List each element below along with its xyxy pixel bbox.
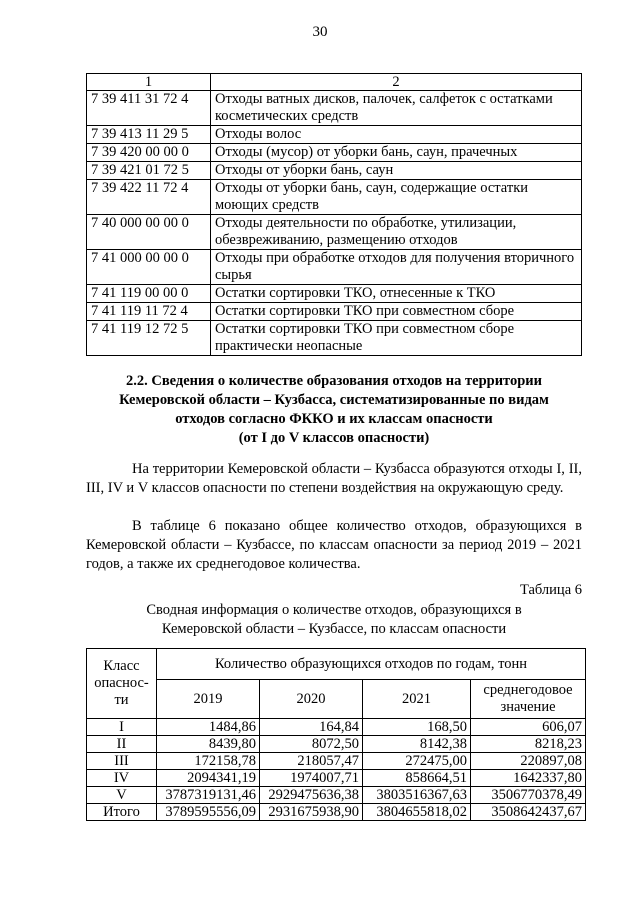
- total-label: Итого: [87, 804, 157, 821]
- heading-line: 2.2. Сведения о количестве образования отходов на территории: [125, 373, 543, 389]
- body-paragraph: На территории Кемеровской области – Кузбасса образуются отходы I, II, III, IV и V классов опасности по степени воздействия на окружающую среду.: [86, 461, 582, 496]
- value-2019: 8439,80: [157, 736, 260, 753]
- value-average: 8218,23: [471, 736, 586, 753]
- waste-code: 7 39 413 11 29 5: [87, 126, 211, 144]
- table-row: [87, 126, 582, 144]
- value-2020: 2929475636,38: [260, 787, 363, 804]
- caption-line: Сводная информация о количестве отходов, образующихся в: [146, 602, 522, 618]
- section-heading: [86, 372, 582, 448]
- waste-summary-table: [86, 648, 586, 821]
- waste-code: 7 39 411 31 72 4: [87, 91, 211, 126]
- table-row: [87, 285, 582, 303]
- table-label: Таблица 6: [519, 582, 582, 598]
- waste-code: 7 41 119 12 72 5: [87, 321, 211, 356]
- table-header-row: [87, 680, 586, 719]
- heading-line: Кемеровской области – Кузбасса, систематизированные по видам: [119, 392, 549, 408]
- value-2020: 2931675938,90: [260, 804, 363, 821]
- value-2019: 2094341,19: [157, 770, 260, 787]
- value-2019: 3789595556,09: [157, 804, 260, 821]
- waste-name: Отходы при обработке отходов для получения вторичного сырья: [211, 250, 582, 285]
- table-row: [87, 162, 582, 180]
- hazard-class: IV: [87, 770, 157, 787]
- body-paragraph: В таблице 6 показано общее количество отходов, образующихся в Кемеровской области – Кузбассе, по классам опасности за период 2019 – 2021 годов, а также их среднегодовое количества.: [86, 518, 582, 572]
- table-row: [87, 753, 586, 770]
- waste-name: Остатки сортировки ТКО при совместном сборе практически неопасные: [211, 321, 582, 356]
- value-2021: 168,50: [363, 719, 471, 736]
- waste-code: 7 39 420 00 00 0: [87, 144, 211, 162]
- table-row: [87, 215, 582, 250]
- waste-name: Остатки сортировки ТКО, отнесенные к ТКО: [211, 285, 582, 303]
- value-2021: 272475,00: [363, 753, 471, 770]
- value-average: 220897,08: [471, 753, 586, 770]
- table-row: [87, 250, 582, 285]
- waste-code: 7 41 000 00 00 0: [87, 250, 211, 285]
- heading-line: отходов согласно ФККО и их классам опасности: [175, 411, 493, 427]
- value-2019: 172158,78: [157, 753, 260, 770]
- column-header: 1: [87, 74, 211, 91]
- hazard-class: III: [87, 753, 157, 770]
- table-row: [87, 180, 582, 215]
- value-2019: 1484,86: [157, 719, 260, 736]
- caption-line: Кемеровской области – Кузбассе, по классам опасности: [161, 621, 507, 637]
- value-2020: 218057,47: [260, 753, 363, 770]
- value-2020: 1974007,71: [260, 770, 363, 787]
- value-2021: 858664,51: [363, 770, 471, 787]
- hazard-class: V: [87, 787, 157, 804]
- waste-code: 7 41 119 11 72 4: [87, 303, 211, 321]
- heading-line: (от I до V классов опасности): [238, 430, 430, 446]
- waste-code: 7 40 000 00 00 0: [87, 215, 211, 250]
- table-row: [87, 303, 582, 321]
- table-total-row: [87, 804, 586, 821]
- waste-name: Отходы деятельности по обработке, утилизации, обезвреживанию, размещению отходов: [211, 215, 582, 250]
- waste-name: Отходы от уборки бань, саун, содержащие остатки моющих средств: [211, 180, 582, 215]
- column-header: 2: [211, 74, 582, 91]
- page-number: 30: [312, 24, 328, 40]
- waste-code: 7 39 422 11 72 4: [87, 180, 211, 215]
- year-header: 2019: [157, 680, 260, 719]
- group-header: Количество образующихся отходов по годам, тонн: [157, 649, 586, 680]
- year-header: 2021: [363, 680, 471, 719]
- table-header-row: [87, 74, 582, 91]
- value-2021: 8142,38: [363, 736, 471, 753]
- value-average: 606,07: [471, 719, 586, 736]
- waste-code: 7 41 119 00 00 0: [87, 285, 211, 303]
- table-caption: [86, 601, 582, 639]
- table-header-row: [87, 649, 586, 680]
- table-row: [87, 144, 582, 162]
- class-header: Класс опаснос-ти: [87, 649, 157, 719]
- hazard-class: II: [87, 736, 157, 753]
- year-header: 2020: [260, 680, 363, 719]
- hazard-class: I: [87, 719, 157, 736]
- value-2021: 3804655818,02: [363, 804, 471, 821]
- waste-code: 7 39 421 01 72 5: [87, 162, 211, 180]
- value-average: 3508642437,67: [471, 804, 586, 821]
- table-row: [87, 91, 582, 126]
- waste-codes-table: [86, 73, 582, 356]
- waste-name: Отходы от уборки бань, саун: [211, 162, 582, 180]
- table-row: [87, 719, 586, 736]
- value-2021: 3803516367,63: [363, 787, 471, 804]
- value-2020: 164,84: [260, 719, 363, 736]
- table-row: [87, 787, 586, 804]
- waste-name: Отходы (мусор) от уборки бань, саун, прачечных: [211, 144, 582, 162]
- table-row: [87, 321, 582, 356]
- waste-name: Отходы ватных дисков, палочек, салфеток с остатками косметических средств: [211, 91, 582, 126]
- average-header: среднегодовое значение: [471, 680, 586, 719]
- waste-name: Отходы волос: [211, 126, 582, 144]
- value-average: 3506770378,49: [471, 787, 586, 804]
- value-average: 1642337,80: [471, 770, 586, 787]
- table-row: [87, 770, 586, 787]
- waste-name: Остатки сортировки ТКО при совместном сборе: [211, 303, 582, 321]
- value-2019: 3787319131,46: [157, 787, 260, 804]
- value-2020: 8072,50: [260, 736, 363, 753]
- table-row: [87, 736, 586, 753]
